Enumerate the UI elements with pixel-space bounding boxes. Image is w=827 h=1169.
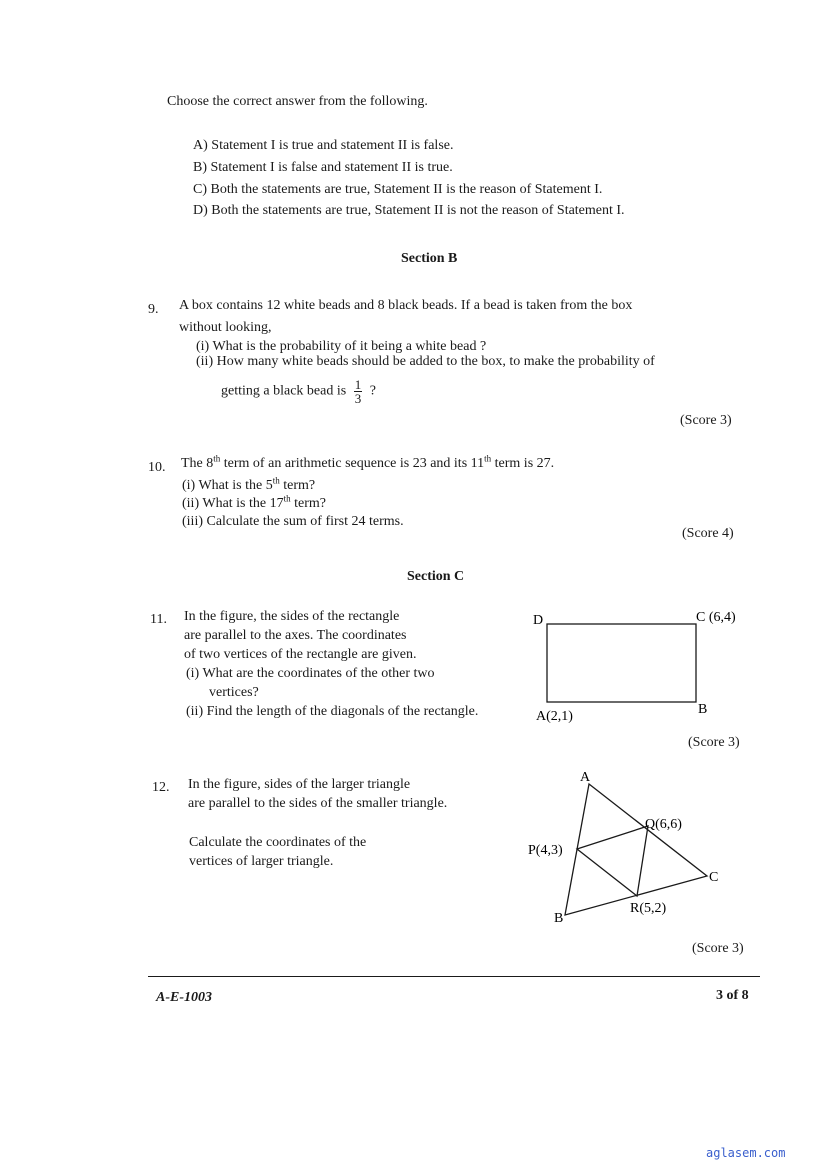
q10-sub2-a: (ii) What is the 17 (182, 496, 284, 511)
option-c (193, 182, 602, 198)
fraction-one-third (354, 378, 363, 405)
smaller-triangle (577, 826, 648, 896)
watermark: aglasem.com (706, 1146, 786, 1160)
option-letter: D) (193, 203, 208, 218)
q12-number: 12. (152, 780, 170, 795)
option-text: Both the statements are true, Statement II is not the reason of Statement I. (211, 203, 625, 218)
q9-sub3 (221, 378, 376, 405)
page-number: 3 of 8 (716, 988, 749, 1003)
label-a: A (580, 770, 591, 785)
q10-stem-b: term of an arithmetic sequence is 23 and its 11 (220, 456, 485, 471)
q10-number: 10. (148, 460, 166, 475)
label-d: D (533, 613, 544, 628)
q12-line1: In the figure, sides of the larger triangle (188, 777, 411, 792)
label-c: C (6,4) (696, 610, 736, 625)
q10-sub1 (182, 475, 316, 494)
q10-score: (Score 4) (682, 526, 734, 541)
q10-sub1-sup: th (272, 475, 280, 486)
q10-sub2 (182, 493, 326, 512)
q12-score: (Score 3) (692, 941, 744, 956)
q11-line6: (ii) Find the length of the diagonals of the rectangle. (186, 704, 479, 719)
option-letter: B) (193, 160, 207, 175)
q9-question-mark: ? (369, 383, 376, 399)
q12-line2: are parallel to the sides of the smaller triangle. (188, 796, 448, 811)
label-q: Q(6,6) (645, 817, 682, 832)
q11-line1: In the figure, the sides of the rectangle (184, 609, 400, 624)
exam-code: A-E-1003 (156, 990, 212, 1005)
q11-line4: (i) What are the coordinates of the other two (186, 666, 435, 681)
fraction-denominator: 3 (354, 391, 362, 406)
q10-sub2-b: term? (290, 496, 326, 511)
q12-line4: vertices of larger triangle. (189, 854, 334, 869)
rectangle-shape (547, 624, 696, 702)
q9-sub3-text: getting a black bead is (221, 383, 347, 399)
q11-line2: are parallel to the axes. The coordinates (184, 628, 407, 643)
q11-number: 11. (150, 612, 167, 627)
option-text: Both the statements are true, Statement II is the reason of Statement I. (210, 182, 603, 197)
label-b: B (554, 911, 564, 926)
q10-sup-a: th (213, 453, 221, 464)
label-r: R(5,2) (630, 901, 667, 916)
q11-line5: vertices? (209, 685, 259, 700)
option-text: Statement I is false and statement II is true. (210, 160, 453, 175)
option-d (193, 203, 625, 219)
label-c: C (709, 870, 719, 885)
section-c-heading: Section C (407, 569, 465, 584)
triangle-figure (520, 760, 760, 935)
rectangle-figure (520, 600, 760, 730)
q10-sub3: (iii) Calculate the sum of first 24 terms. (182, 514, 404, 529)
option-text: Statement I is true and statement II is false. (211, 138, 454, 153)
q11-line3: of two vertices of the rectangle are given. (184, 647, 417, 662)
option-letter: A) (193, 138, 208, 153)
q10-sub2-sup: th (283, 493, 291, 504)
q9-number: 9. (148, 302, 159, 317)
q10-sub1-a: (i) What is the 5 (182, 478, 273, 493)
q9-sub1: (i) What is the probability of it being a white bead ? (196, 339, 487, 354)
option-b (193, 160, 453, 176)
q10-sub1-b: term? (279, 478, 316, 493)
label-b: B (698, 702, 708, 717)
fraction-numerator: 1 (354, 377, 362, 392)
q10-stem-c: term is 27. (491, 456, 555, 471)
option-a (193, 138, 454, 154)
label-a: A(2,1) (536, 709, 573, 724)
q9-score: (Score 3) (680, 413, 732, 428)
q9-line1: A box contains 12 white beads and 8 black beads. If a bead is taken from the box (179, 298, 633, 313)
footer-rule (148, 976, 760, 977)
instruction-text: Choose the correct answer from the following. (167, 94, 428, 109)
q11-score: (Score 3) (688, 735, 740, 750)
q10-stem-a: The 8 (181, 456, 214, 471)
option-letter: C) (193, 182, 207, 197)
q9-line2: without looking, (179, 320, 272, 335)
q12-line3: Calculate the coordinates of the (189, 835, 367, 850)
section-b-heading: Section B (401, 251, 458, 266)
q10-sup-b: th (484, 453, 492, 464)
q10-stem (181, 453, 555, 472)
label-p: P(4,3) (528, 843, 563, 858)
q9-sub2: (ii) How many white beads should be added to the box, to make the probability of (196, 354, 655, 369)
